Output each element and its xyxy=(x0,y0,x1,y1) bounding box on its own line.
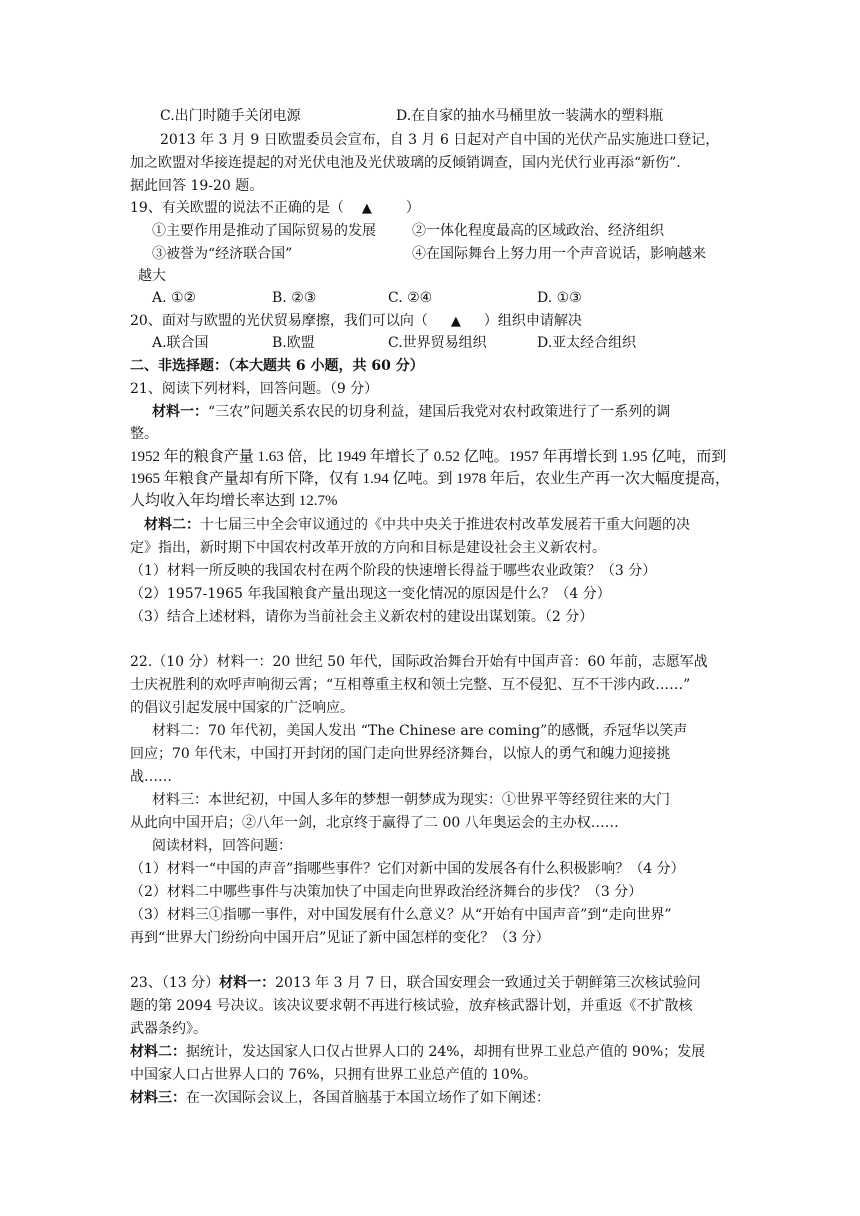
q22-subquestion-3: （3）材料三①指哪一事件，对中国发展有什么意义？从“开始有中国声音”到“走向世界” xyxy=(130,907,672,923)
q20-stem-a: 20、面对与欧盟的光伏贸易摩擦，我们可以向（ xyxy=(130,313,428,329)
q19-statement-1: ①主要作用是推动了国际贸易的发展 xyxy=(152,223,376,239)
q19-stem-a: 19、有关欧盟的说法不正确的是（ xyxy=(130,200,344,216)
q21-material-2-text: 十七届三中全会审议通过的《中共中央关于推进农村改革发展若干重大问题的决 xyxy=(200,517,690,533)
intro-line-3: 据此回答 19-20 题。 xyxy=(130,178,264,194)
q19-statement-4-cont: 越大 xyxy=(138,268,166,284)
q18-option-d: D.在自家的抽水马桶里放一装满水的塑料瓶 xyxy=(396,108,664,124)
q23-material-1-line-3: 武器条约》。 xyxy=(130,1021,207,1037)
intro-line-2: 加之欧盟对华接连提起的对光伏电池及光伏玻璃的反倾销调查，国内光伏行业再添“新伤”. xyxy=(130,155,681,171)
q22-line-4: 材料二：70 年代初，美国人发出 “The Chinese are coming”的感慨，乔冠华以笑声 xyxy=(152,723,688,739)
q22-subquestion-3-cont: 再到“世界大门纷纷向中国开启”见证了新中国怎样的变化？（3 分） xyxy=(130,930,550,946)
q22-line-2: 士庆祝胜利的欢呼声响彻云霄；“互相尊重主权和领土完整、互不侵犯、互不干涉内政……” xyxy=(130,677,691,693)
q20-stem-b: ）组织申请解决 xyxy=(483,313,582,329)
q20-option-d: D.亚太经合组织 xyxy=(537,335,637,351)
q19-stem-b: ） xyxy=(405,200,420,216)
q21-material-1-line-4: 1965 年粮食产量却有所下降，仅有 1.94 亿吨。到 1978 年后，农业生产再一次大幅度提高， xyxy=(130,471,731,487)
q20-option-c: C.世界贸易组织 xyxy=(388,335,487,351)
q21-material-1-label: 材料一： xyxy=(152,404,208,420)
q18-option-c: C.出门时随手关闭电源 xyxy=(160,108,301,124)
q20-option-a: A.联合国 xyxy=(152,335,209,351)
q22-subquestion-1: （1）材料一“中国的声音”指哪些事件？它们对新中国的发展各有什么积极影响？（4 分） xyxy=(130,861,685,877)
q23-material-3-label: 材料三： xyxy=(130,1090,186,1106)
q21-material-1-line-2: 整。 xyxy=(130,426,158,442)
q21-material-1-line-3: 1952 年的粮食产量 1.63 倍，比 1949 年增长了 0.52 亿吨。1957 年再增长到 1.95 亿吨，而到 xyxy=(130,449,727,465)
q21-subquestion-1: （1）材料一所反映的我国农村在两个阶段的快速增长得益于哪些农业政策？（3 分） xyxy=(130,563,657,579)
q22-line-3: 的倡议引起发展中国家的广泛响应。 xyxy=(130,700,354,716)
q22-line-5: 回应；70 年代末，中国打开封闭的国门走向世界经济舞台，以惊人的勇气和魄力迎接挑 xyxy=(130,746,671,762)
q22-subquestion-2: （2）材料二中哪些事件与决策加快了中国走向世界政治经济舞台的步伐？（3 分） xyxy=(130,884,643,900)
intro-line-1: 2013 年 3 月 9 日欧盟委员会宣布，自 3 月 6 日起对产自中国的光伏产品实施进口登记， xyxy=(160,132,720,148)
q23-material-2-text: 据统计，发达国家人口仅占世界人口的 24%，却拥有世界工业总产值的 90%；发展 xyxy=(186,1044,706,1060)
q19-option-a: A. ①② xyxy=(152,290,197,306)
answer-marker-triangle-icon: ▲ xyxy=(361,201,372,216)
q22-line-9: 阅读材料，回答问题： xyxy=(152,838,292,854)
q23-material-3-text: 在一次国际会议上，各国首脑基于本国立场作了如下阐述： xyxy=(186,1090,550,1106)
q23-material-1-label: 材料一： xyxy=(219,975,276,991)
q20-option-b: B.欧盟 xyxy=(272,335,315,351)
q23-material-2-line-2: 中国家人口占世界人口的 76%，只拥有世界工业总产值的 10%。 xyxy=(130,1067,538,1083)
q23-material-3 xyxy=(130,1088,550,1108)
q21-material-2 xyxy=(144,515,690,535)
q19-statement-3: ③被誉为“经济联合国” xyxy=(152,246,293,262)
answer-marker-triangle-icon: ▲ xyxy=(450,314,461,329)
q21-material-1-line-5: 人均收入年均增长率达到 12.7% xyxy=(130,493,338,509)
q23-material-2-label: 材料二： xyxy=(130,1044,186,1060)
q19-option-b: B. ②③ xyxy=(272,290,317,306)
q21-material-1-text: “三农”问题关系农民的切身利益，建国后我党对农村政策进行了一系列的调 xyxy=(208,404,671,420)
q23-material-1 xyxy=(130,973,701,993)
q20-stem xyxy=(130,311,582,332)
q22-line-1: 22.（10 分）材料一：20 世纪 50 年代，国际政治舞台开始有中国声音：60 年前，志愿军战 xyxy=(130,654,708,670)
q19-option-d: D. ①③ xyxy=(537,290,582,306)
q19-option-c: C. ②④ xyxy=(388,290,433,306)
q23-material-1-line-2: 题的第 2094 号决议。该决议要求朝不再进行核试验，放弃核武器计划，并重返《不扩散核 xyxy=(130,998,693,1014)
q22-line-7: 材料三：本世纪初，中国人多年的梦想一朝梦成为现实：①世界平等经贸往来的大门 xyxy=(152,792,670,808)
q21-material-2-line-2: 定》指出，新时期下中国农村改革开放的方向和目标是建设社会主义新农村。 xyxy=(130,540,606,556)
q19-stem xyxy=(130,198,420,219)
section-2-heading: 二、非选择题：（本大题共 6 小题，共 60 分） xyxy=(130,358,424,374)
q19-statement-4: ④在国际舞台上努力用一个声音说话，影响越来 xyxy=(412,246,706,262)
q23-stem: 23、（13 分） xyxy=(130,975,220,991)
q22-line-6: 战…… xyxy=(130,769,172,785)
q19-statement-2: ②一体化程度最高的区域政治、经济组织 xyxy=(412,223,664,239)
q21-subquestion-3: （3）结合上述材料，请你为当前社会主义新农村的建设出谋划策。（2 分） xyxy=(130,609,594,625)
q23-material-2 xyxy=(130,1042,705,1062)
q21-subquestion-2: （2）1957-1965 年我国粮食产量出现这一变化情况的原因是什么？（4 分） xyxy=(130,586,611,602)
q21-material-2-label: 材料二： xyxy=(144,517,200,533)
q23-material-1-text: 2013 年 3 月 7 日，联合国安理会一致通过关于朝鲜第三次核试验问 xyxy=(275,975,701,991)
q22-line-8: 从此向中国开启；②八年一剑，北京终于赢得了二 00 八年奥运会的主办权…… xyxy=(130,815,619,831)
q21-stem: 21、阅读下列材料，回答问题。（9 分） xyxy=(130,381,379,397)
q21-material-1 xyxy=(152,402,670,422)
